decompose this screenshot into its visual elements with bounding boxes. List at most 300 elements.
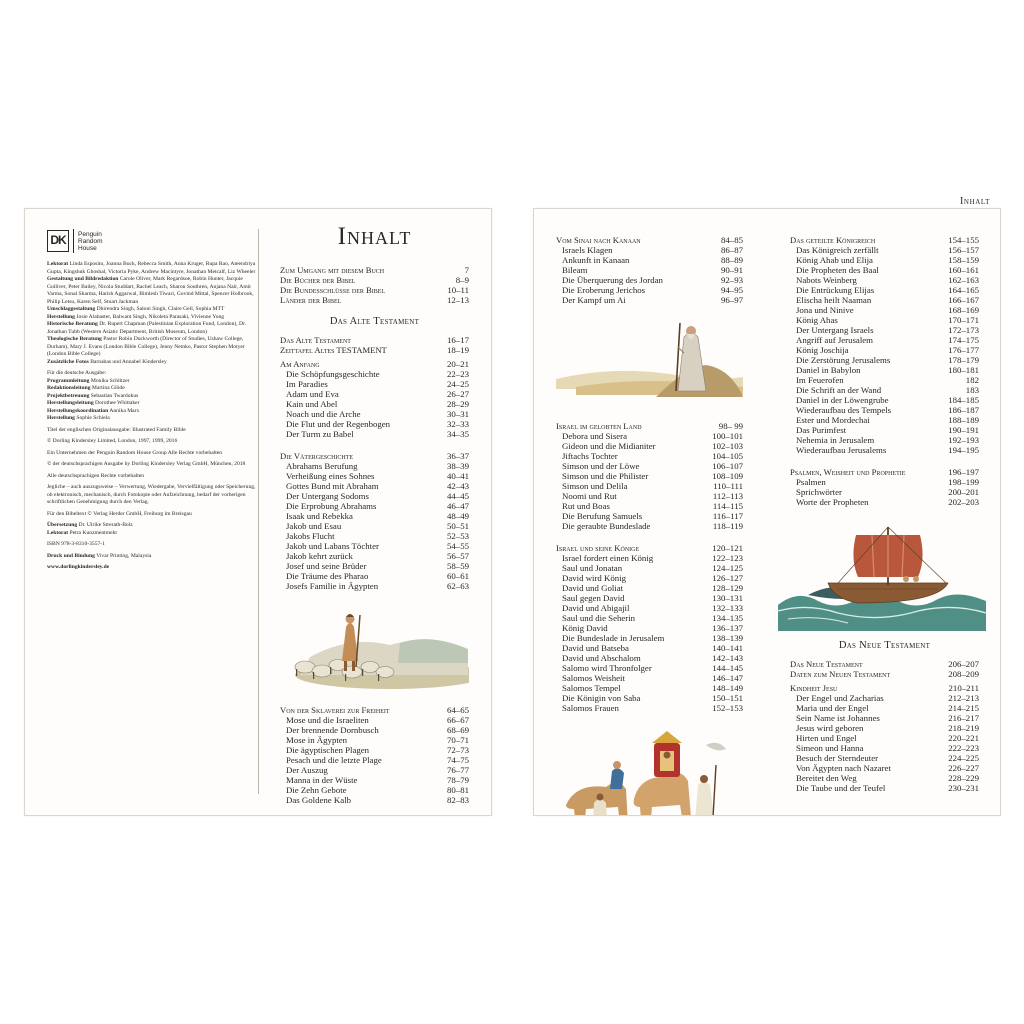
toc-kindheit	[790, 683, 979, 793]
toc-entry-pages: 124–125	[712, 563, 743, 573]
toc-entry[interactable]	[790, 723, 979, 733]
toc-entry-title: David und Abschalom	[562, 653, 641, 663]
toc-column-1	[280, 223, 469, 816]
toc-entry[interactable]	[556, 235, 743, 245]
toc-entry-title: Israels Klagen	[562, 245, 613, 255]
toc-entry-pages: 208–209	[948, 669, 979, 679]
toc-entry[interactable]	[790, 315, 979, 325]
toc-entry-pages: 132–133	[712, 603, 743, 613]
imprint-label: Übersetzung	[47, 522, 78, 528]
toc-entry-title: Sprichwörter	[796, 487, 842, 497]
imprint-label: Zusätzliche Fotos	[47, 358, 89, 365]
toc-entry[interactable]	[790, 477, 979, 487]
toc-entry[interactable]	[790, 325, 979, 335]
imprint-misc: Jegliche – auch auszugsweise – Verwertung, Wiedergabe, Vervielfältigung oder Speicherung, ob elektronisch, mechanisch, durch Fotokopie oder Aufzeichnung, bedarf der vorherigen schriftlichen Genehmigung durch den Verlag.	[47, 484, 256, 505]
toc-entry-pages: 152–153	[712, 703, 743, 713]
toc-entry[interactable]	[790, 295, 979, 305]
toc-entry-title: Kain und Abel	[286, 399, 338, 409]
toc-front-matter	[280, 265, 469, 305]
imprint-text: Dorothee Whittaker	[95, 400, 140, 406]
toc-entry-title: Das Königreich zerfällt	[796, 245, 879, 255]
toc-entry-pages: 62–63	[447, 581, 469, 591]
toc-entry-title: Manna in der Wüste	[286, 775, 358, 785]
imprint-text: Pastor Robin Duckworth (Director of Studies, Ushaw College, Durham), Mary J. Evans (London Bible College), Jenny Nemko, Pastor Stephen Motyer (London Bible College)	[47, 336, 245, 357]
toc-entry-pages: 142–143	[712, 653, 743, 663]
toc-entry-pages: 98– 99	[718, 421, 743, 431]
toc-entry-title: Bereitet den Weg	[796, 773, 857, 783]
toc-entry-title: Rut und Boas	[562, 501, 610, 511]
toc-entry-title: Jakob und Esau	[286, 521, 342, 531]
toc-entry[interactable]	[790, 305, 979, 315]
toc-entry[interactable]	[790, 375, 979, 385]
toc-entry[interactable]	[790, 497, 979, 507]
toc-entry[interactable]	[790, 683, 979, 693]
toc-entry[interactable]	[790, 255, 979, 265]
toc-entry[interactable]	[556, 441, 743, 451]
toc-entry[interactable]	[556, 295, 743, 305]
toc-entry[interactable]	[280, 481, 469, 491]
imprint-misc: Für den Bibeltext © Verlag Herder GmbH, Freiburg im Breisgau	[47, 510, 192, 517]
toc-entry-pages: 216–217	[948, 713, 979, 723]
toc-entry[interactable]	[280, 785, 469, 795]
imprint-label: Programmleitung	[47, 377, 90, 384]
publisher-line: Penguin	[78, 230, 102, 238]
toc-entry[interactable]	[280, 359, 469, 369]
toc-entry-title: Jakob kehrt zurück	[286, 551, 353, 561]
toc-entry[interactable]	[556, 521, 743, 531]
toc-entry[interactable]	[280, 735, 469, 745]
toc-entry[interactable]	[790, 783, 979, 793]
toc-entry-pages: 112–113	[712, 491, 743, 501]
toc-entry[interactable]	[280, 491, 469, 501]
toc-entry-title: Nehemia in Jerusalem	[796, 435, 875, 445]
toc-entry-pages: 188–189	[948, 415, 979, 425]
toc-entry-pages: 60–61	[447, 571, 469, 581]
toc-entry[interactable]	[556, 693, 743, 703]
toc-entry-pages: 48–49	[447, 511, 469, 521]
toc-entry-title: Besuch der Sterndeuter	[796, 753, 879, 763]
toc-sklaverei	[280, 705, 469, 805]
toc-entry-title: Simeon und Hanna	[796, 743, 864, 753]
toc-entry-title: Elischa heilt Naaman	[796, 295, 872, 305]
toc-entry[interactable]	[790, 385, 979, 395]
toc-entry-title: Der Untergang Israels	[796, 325, 874, 335]
shepherd-with-flock-icon	[280, 605, 469, 691]
toc-entry-pages: 220–221	[948, 733, 979, 743]
toc-entry-title: Israel im gelobten Land	[556, 421, 642, 431]
toc-entry[interactable]	[280, 715, 469, 725]
toc-entry-pages: 118–119	[712, 521, 743, 531]
queen-of-sheba-illustration	[556, 725, 743, 816]
toc-entry[interactable]	[790, 355, 979, 365]
imprint-label: Umschlaggestaltung	[47, 306, 96, 312]
toc-entry-pages: 50–51	[447, 521, 469, 531]
toc-entry-title: Wiederaufbau Jerusalems	[796, 445, 887, 455]
toc-entry-title: Pesach und die letzte Plage	[286, 755, 382, 765]
toc-entry-pages: 22–23	[447, 369, 469, 379]
toc-entry[interactable]	[556, 275, 743, 285]
imprint-credits	[47, 261, 259, 366]
imprint-misc: Ein Unternehmen der Penguin Random House Group Alle Rechte vorbehalten	[47, 449, 223, 456]
imprint-text: Martina Glöde	[91, 385, 125, 391]
toc-entry-pages: 183	[965, 385, 979, 395]
toc-entry[interactable]	[556, 553, 743, 563]
toc-entry-title: Zum Umgang mit diesem Buch	[280, 265, 385, 275]
toc-entry-title: Der brennende Dornbusch	[286, 725, 379, 735]
toc-entry[interactable]	[280, 561, 469, 571]
toc-entry-pages: 30–31	[447, 409, 469, 419]
toc-entry-pages: 222–223	[948, 743, 979, 753]
toc-psalmen	[790, 467, 979, 507]
imprint-text: Petra Kunzmentmehr	[69, 529, 118, 536]
toc-entry-title: Das Purimfest	[796, 425, 847, 435]
imprint-misc: © der deutschsprachigen Ausgabe by Dorling Kindersley Verlag GmbH, München, 2018	[47, 461, 246, 467]
toc-entry[interactable]	[556, 431, 743, 441]
toc-entry-title: Die Entrückung Elijas	[796, 285, 875, 295]
toc-entry[interactable]	[280, 379, 469, 389]
toc-entry[interactable]	[556, 603, 743, 613]
toc-entry-pages: 202–203	[948, 497, 979, 507]
imprint-label: Herstellungsleitung	[47, 400, 94, 406]
toc-entry-title: Das Goldene Kalb	[286, 795, 351, 805]
imprint-text: Carole Oliver, Mark Regardsoe, Robin Hunter, Jacquie Gulliver, Peter Bailey, Nicola Studdart, Rachel Leach, Sharon Southren, Anjana Nair, Amit Varma, Sonal Sharma, Harish Aggarwal, Bimlesh Tiwari, Govind Mittal, Spencer Holbrook, Philip Letsu, Karen Self, Stuart Jackman	[47, 276, 254, 305]
toc-entry-title: Kindheit Jesu	[790, 683, 838, 693]
toc-entry[interactable]	[556, 653, 743, 663]
toc-entry-title: König Joschija	[796, 345, 849, 355]
toc-entry-pages: 26–27	[447, 389, 469, 399]
toc-entry-title: Saul gegen David	[562, 593, 625, 603]
imprint-text: Dr. Rupert Chapman (Palestinian Exploration Fund, London), Dr. Jonathan Tubb (Western Asiatic Department, British Museum, London)	[47, 321, 247, 335]
toc-entry[interactable]	[556, 583, 743, 593]
toc-entry-title: Die Träume des Pharao	[286, 571, 369, 581]
toc-entry[interactable]	[280, 765, 469, 775]
right-page	[533, 208, 1001, 816]
imprint-text: Vivar Printing, Malaysia	[96, 552, 152, 559]
toc-entry[interactable]	[280, 531, 469, 541]
toc-entry[interactable]	[790, 703, 979, 713]
toc-entry[interactable]	[280, 275, 469, 285]
toc-entry-pages: 106–107	[712, 461, 743, 471]
toc-entry-title: Mose und die Israeliten	[286, 715, 369, 725]
toc-entry-pages: 158–159	[948, 255, 979, 265]
toc-entry[interactable]	[280, 471, 469, 481]
toc-entry[interactable]	[790, 733, 979, 743]
left-page	[24, 208, 492, 816]
toc-entry[interactable]	[280, 265, 469, 275]
toc-entry-title: Sein Name ist Johannes	[796, 713, 880, 723]
imprint-text: Dhirendra Singh, Saloni Singh, Claire Gell, Sophia MTT	[96, 306, 225, 312]
toc-entry[interactable]	[280, 461, 469, 471]
toc-entry-title: Die Zehn Gebote	[286, 785, 347, 795]
toc-entry[interactable]	[790, 365, 979, 375]
toc-entry[interactable]	[790, 265, 979, 275]
toc-entry[interactable]	[790, 435, 979, 445]
toc-entry-title: König Ahas	[796, 315, 838, 325]
toc-entry[interactable]	[790, 425, 979, 435]
toc-entry-pages: 38–39	[447, 461, 469, 471]
toc-entry[interactable]	[280, 725, 469, 735]
toc-entry[interactable]	[280, 295, 469, 305]
toc-entry[interactable]	[280, 521, 469, 531]
toc-entry-title: Das Alte Testament	[280, 335, 351, 345]
toc-entry[interactable]	[280, 511, 469, 521]
toc-entry-pages: 84–85	[721, 235, 743, 245]
imprint-column	[47, 229, 259, 576]
toc-entry[interactable]	[790, 415, 979, 425]
toc-entry[interactable]	[790, 763, 979, 773]
toc-entry[interactable]	[280, 501, 469, 511]
imprint-label: Lektorat	[47, 529, 69, 536]
toc-entry-pages: 8–9	[455, 275, 469, 285]
toc-entry[interactable]	[790, 467, 979, 477]
toc-column-3	[790, 235, 979, 805]
toc-entry-title: Ester und Mordechai	[796, 415, 870, 425]
toc-entry-pages: 58–59	[447, 561, 469, 571]
toc-entry-title: Die Berufung Samuels	[562, 511, 643, 521]
toc-entry-title: Zeittafel Altes TESTAMENT	[280, 345, 387, 355]
toc-entry[interactable]	[280, 705, 469, 715]
toc-entry-title: Mose in Ägypten	[286, 735, 348, 745]
toc-entry[interactable]	[556, 593, 743, 603]
toc-entry-pages: 66–67	[447, 715, 469, 725]
toc-entry-title: David und Goliat	[562, 583, 624, 593]
toc-entry[interactable]	[790, 245, 979, 255]
toc-entry-pages: 184–185	[948, 395, 979, 405]
toc-entry[interactable]	[280, 755, 469, 765]
toc-entry-pages: 44–45	[447, 491, 469, 501]
toc-entry-pages: 192–193	[948, 435, 979, 445]
toc-entry-title: Der Kampf um Ai	[562, 295, 626, 305]
toc-entry[interactable]	[556, 683, 743, 693]
toc-entry-pages: 128–129	[712, 583, 743, 593]
toc-entry[interactable]	[556, 663, 743, 673]
toc-entry-pages: 144–145	[712, 663, 743, 673]
toc-entry-pages: 228–229	[948, 773, 979, 783]
imprint-text: Barnabas und Annabel Kindersley	[90, 358, 167, 365]
toc-entry[interactable]	[790, 693, 979, 703]
toc-entry[interactable]	[556, 613, 743, 623]
toc-entry[interactable]	[280, 581, 469, 591]
toc-entry[interactable]	[790, 659, 979, 669]
toc-entry[interactable]	[556, 643, 743, 653]
toc-entry[interactable]	[280, 551, 469, 561]
toc-entry[interactable]	[556, 421, 743, 431]
toc-entry[interactable]	[556, 245, 743, 255]
toc-entry-title: Die geraubte Bundeslade	[562, 521, 651, 531]
toc-entry[interactable]	[280, 335, 469, 345]
toc-entry[interactable]	[790, 335, 979, 345]
publisher-line: House	[78, 244, 97, 252]
jonah-ship-illustration	[790, 519, 979, 631]
toc-entry[interactable]	[556, 481, 743, 491]
toc-entry-pages: 180–181	[948, 365, 979, 375]
toc-entry-pages: 64–65	[447, 705, 469, 715]
imprint-text: Linda Esposito, Joanna Buck, Rebecca Smith, Anna Kruger, Rupa Rao, Ateendriya Gupta, Kingshuk Ghoshal, Victoria Pyke, Andrew Macintyre, Jonathan Metcalf, Liz Wheeler	[47, 261, 256, 275]
toc-entry-pages: 196–197	[948, 467, 979, 477]
toc-entry-title: Worte der Propheten	[796, 497, 869, 507]
toc-entry-pages: 90–91	[721, 265, 743, 275]
toc-entry[interactable]	[790, 235, 979, 245]
toc-entry[interactable]	[280, 451, 469, 461]
toc-entry[interactable]	[556, 471, 743, 481]
toc-entry[interactable]	[790, 445, 979, 455]
toc-entry[interactable]	[556, 563, 743, 573]
toc-entry[interactable]	[790, 405, 979, 415]
imprint-german	[47, 370, 259, 423]
toc-entry-pages: 198–199	[948, 477, 979, 487]
toc-entry[interactable]	[280, 745, 469, 755]
toc-entry[interactable]	[280, 571, 469, 581]
toc-entry-title: Salomos Weisheit	[562, 673, 625, 683]
imprint-label: Historische Beratung	[47, 321, 98, 327]
toc-entry-pages: 134–135	[712, 613, 743, 623]
toc-entry-pages: 166–167	[948, 295, 979, 305]
imprint-label: Lektorat	[47, 261, 69, 267]
imprint-label: Druck und Bindung	[47, 552, 95, 559]
toc-entry[interactable]	[790, 395, 979, 405]
toc-entry-pages: 138–139	[712, 633, 743, 643]
toc-entry[interactable]	[556, 255, 743, 265]
toc-entry[interactable]	[556, 285, 743, 295]
imprint-label: Redaktionsleitung	[47, 385, 91, 391]
publisher-logo	[47, 229, 259, 253]
toc-entry[interactable]	[280, 345, 469, 355]
toc-entry-title: Isaak und Rebekka	[286, 511, 353, 521]
toc-entry[interactable]	[556, 623, 743, 633]
toc-entry-title: Noach und die Arche	[286, 409, 361, 419]
toc-entry-title: Das geteilte Königreich	[790, 235, 876, 245]
toc-entry-title: Simson und Delila	[562, 481, 628, 491]
toc-entry-title: David und Batseba	[562, 643, 629, 653]
toc-entry[interactable]	[556, 491, 743, 501]
toc-entry-title: Salomos Frauen	[562, 703, 619, 713]
toc-entry-title: König David	[562, 623, 608, 633]
toc-entry-pages: 140–141	[712, 643, 743, 653]
toc-entry-pages: 100–101	[712, 431, 743, 441]
toc-entry[interactable]	[280, 399, 469, 409]
toc-entry-title: Daniel in Babylon	[796, 365, 861, 375]
toc-entry-title: König Ahab und Elija	[796, 255, 873, 265]
toc-entry[interactable]	[790, 753, 979, 763]
imprint-german-intro: Für die deutsche Ausgabe:	[47, 370, 107, 376]
toc-entry[interactable]	[790, 275, 979, 285]
toc-entry-title: Am Anfang	[280, 359, 320, 369]
toc-entry-pages: 68–69	[447, 725, 469, 735]
print-info	[47, 553, 259, 561]
toc-entry-title: Die Taube und der Teufel	[796, 783, 886, 793]
toc-entry-title: Im Paradies	[286, 379, 328, 389]
toc-entry[interactable]	[556, 703, 743, 713]
toc-entry-title: Bileam	[562, 265, 588, 275]
toc-entry-pages: 214–215	[948, 703, 979, 713]
toc-entry-title: Salomo wird Thronfolger	[562, 663, 652, 673]
toc-entry[interactable]	[556, 511, 743, 521]
toc-entry[interactable]	[556, 461, 743, 471]
toc-entry-title: Die Bundesschlüsse der Bibel	[280, 285, 386, 295]
toc-entry[interactable]	[790, 487, 979, 497]
toc-entry-title: Israel fordert einen König	[562, 553, 654, 563]
toc-entry-pages: 24–25	[447, 379, 469, 389]
toc-entry-title: Psalmen	[796, 477, 826, 487]
dk-logo-icon: DK	[47, 230, 69, 252]
toc-entry-pages: 120–121	[712, 543, 743, 553]
toc-entry[interactable]	[280, 285, 469, 295]
toc-entry-pages: 80–81	[447, 785, 469, 795]
toc-entry[interactable]	[790, 669, 979, 679]
toc-entry-pages: 52–53	[447, 531, 469, 541]
publisher-name	[78, 231, 103, 252]
toc-entry-pages: 172–173	[948, 325, 979, 335]
toc-entry[interactable]	[790, 713, 979, 723]
toc-entry-pages: 46–47	[447, 501, 469, 511]
toc-entry[interactable]	[556, 451, 743, 461]
toc-entry-pages: 72–73	[447, 745, 469, 755]
toc-entry[interactable]	[280, 429, 469, 439]
toc-entry-pages: 116–117	[712, 511, 743, 521]
toc-entry-pages: 42–43	[447, 481, 469, 491]
toc-entry[interactable]	[556, 501, 743, 511]
toc-entry[interactable]	[280, 541, 469, 551]
toc-entry-title: Jakobs Flucht	[286, 531, 335, 541]
toc-entry-title: Simson und der Löwe	[562, 461, 640, 471]
toc-entry[interactable]	[280, 369, 469, 379]
toc-entry-title: Der Engel und Zacharias	[796, 693, 884, 703]
toc-ot-intro	[280, 335, 469, 355]
toc-entry[interactable]	[790, 743, 979, 753]
toc-entry[interactable]	[280, 389, 469, 399]
toc-entry-pages: 92–93	[721, 275, 743, 285]
imprint-label: Herstellung	[47, 415, 75, 421]
toc-entry-pages: 160–161	[948, 265, 979, 275]
toc-entry-title: Die Propheten des Baal	[796, 265, 879, 275]
toc-entry[interactable]	[556, 573, 743, 583]
toc-entry[interactable]	[790, 285, 979, 295]
nt-heading: Das Neue Testament	[838, 640, 931, 651]
toc-entry-pages: 7	[464, 265, 469, 275]
toc-entry[interactable]	[790, 345, 979, 355]
toc-entry-pages: 54–55	[447, 541, 469, 551]
toc-entry-pages: 10–11	[447, 285, 469, 295]
toc-entry[interactable]	[556, 673, 743, 683]
toc-entry-title: Abrahams Berufung	[286, 461, 358, 471]
toc-entry-title: Der Untergang Sodoms	[286, 491, 369, 501]
toc-entry-title: Noomi und Rut	[562, 491, 617, 501]
running-head: Inhalt	[959, 196, 990, 207]
website-link[interactable]	[47, 564, 259, 572]
toc-entry[interactable]	[280, 775, 469, 785]
toc-entry-title: Die Königin von Saba	[562, 693, 641, 703]
toc-entry-pages: 146–147	[712, 673, 743, 683]
toc-vaetergeschichte	[280, 451, 469, 591]
toc-entry[interactable]	[556, 633, 743, 643]
toc-entry[interactable]	[280, 419, 469, 429]
imprint-text: Sophie Schiela	[76, 415, 110, 421]
toc-entry-pages: 94–95	[721, 285, 743, 295]
website-text[interactable]: www.dorlingkindersley.de	[47, 564, 110, 570]
toc-entry-title: Gideon und die Midianiter	[562, 441, 656, 451]
toc-gelobtes-land	[556, 421, 743, 531]
toc-entry-pages: 136–137	[712, 623, 743, 633]
toc-entry[interactable]	[280, 409, 469, 419]
toc-entry-title: Das Neue Testament	[790, 659, 863, 669]
ot-heading: Das Alte Testament	[329, 316, 420, 327]
toc-entry[interactable]	[280, 795, 469, 805]
toc-entry[interactable]	[556, 543, 743, 553]
toc-entry[interactable]	[790, 773, 979, 783]
toc-entry-pages: 16–17	[447, 335, 469, 345]
toc-entry[interactable]	[556, 265, 743, 275]
toc-entry-title: Josefs Familie in Ägypten	[286, 581, 379, 591]
